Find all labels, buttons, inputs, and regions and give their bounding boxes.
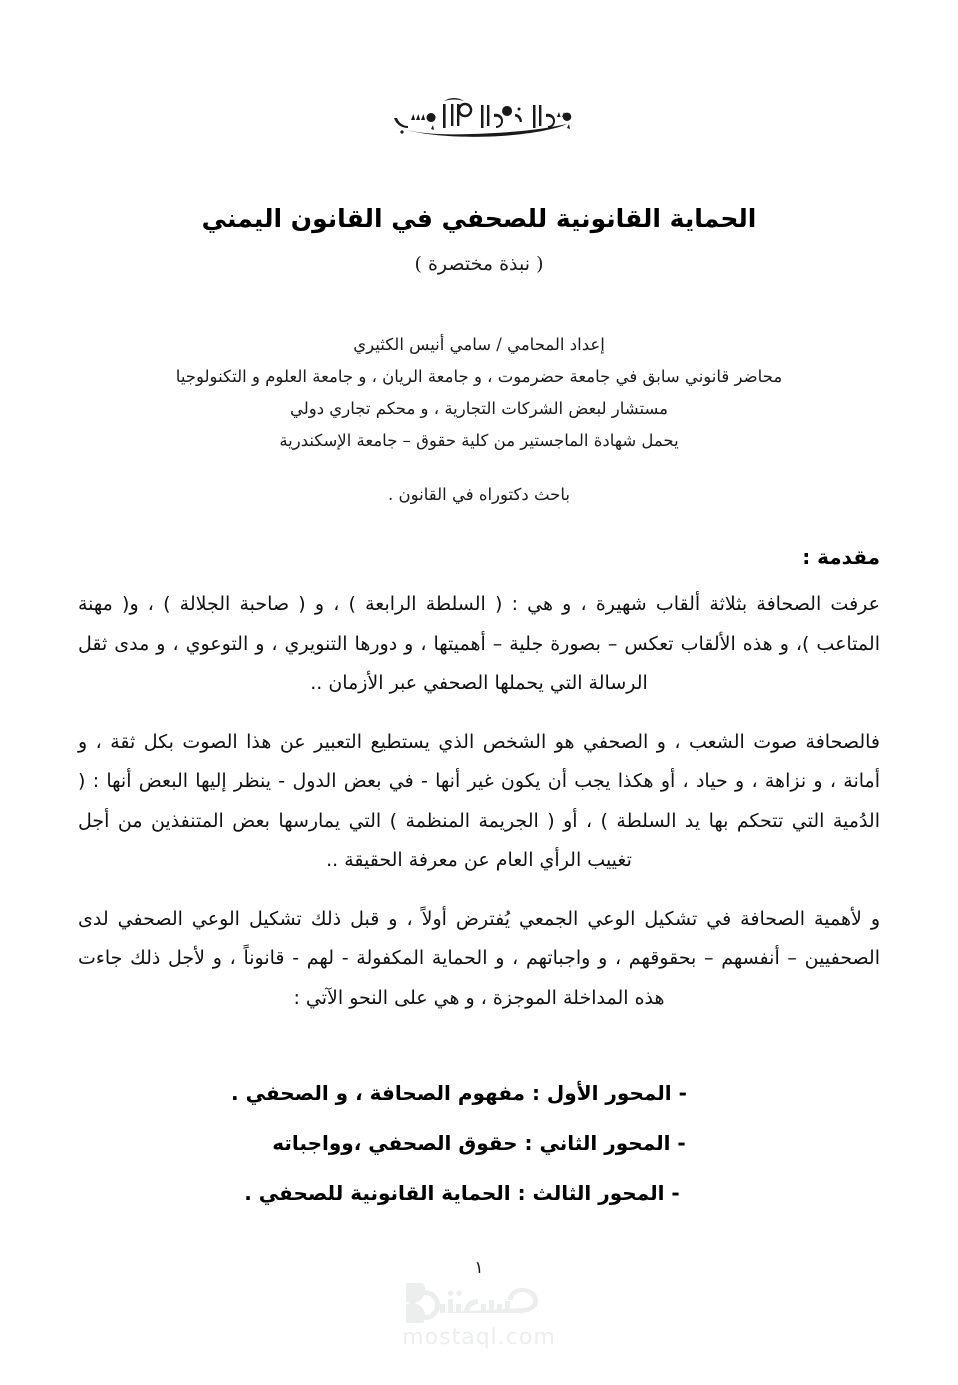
page-subtitle: ( نبذة مختصرة ) <box>414 252 544 275</box>
axis-list <box>78 1081 880 1205</box>
mostaql-watermark <box>402 1283 556 1349</box>
body-paragraph: و لأهمية الصحافة في تشكيل الوعي الجمعي يُفترض أولاً ، و قبل ذلك تشكيل الوعي الصحفي لدى الصحفيين – أنفسهم – بحقوقهم ، و واجباتهم ، و الحماية المكفولة - لهم - قانوناً ، و لأجل ذلك جاءت هذه المداخلة الموجزة ، و هي على النحو الآتي : <box>78 907 880 1009</box>
basmala-header <box>78 0 880 158</box>
author-line: محاضر قانوني سابق في جامعة حضرموت ، و جامعة الريان ، و جامعة العلوم و التكنولوجيا <box>175 366 783 386</box>
basmala-calligraphy-icon <box>381 96 577 142</box>
body-paragraph: فالصحافة صوت الشعب ، و الصحفي هو الشخص الذي يستطيع التعبير عن هذا الصوت بكل ثقة ، و أمانة ، و نزاهة ، و حياد ، أو هكذا يجب أن يكون غير أنها - في بعض الدول - ينظر إليها البعض أنها : ( الدُمية التي تتحكم بها يد السلطة ) ، أو ( الجريمة المنظمة ) التي يمارسها بعض المتنفذين من أجل تغييب الرأي العام عن معرفة الحقيقة .. <box>78 730 880 872</box>
introduction-heading: مقدمة : <box>802 545 880 570</box>
mostaql-logo-icon <box>406 1283 556 1323</box>
watermark-arabic-text <box>478 1323 479 1324</box>
list-item: - المحور الثالث : الحماية القانونية للصحفي . <box>244 1180 680 1205</box>
author-line: مستشار لبعض الشركات التجارية ، و محكم تجاري دولي <box>289 398 669 418</box>
page-footer <box>0 1260 958 1349</box>
page-title: الحماية القانونية للصحفي في القانون اليمني <box>201 204 757 233</box>
body-paragraph: عرفت الصحافة بثلاثة ألقاب شهيرة ، و هي : ( السلطة الرابعة ) ، و ( صاحبة الجلالة ) ، و( مهنة المتاعب )، و هذه الألقاب تعكس – بصورة جلية – أهميتها ، و دورها التنويري ، و التوعوي ، و مدى ثقل الرسالة التي يحملها الصحفي عبر الأزمان .. <box>78 593 880 695</box>
page-number: ١ <box>474 1258 484 1278</box>
author-credentials <box>78 329 880 512</box>
list-item: - المحور الثاني : حقوق الصحفي ،وواجباته <box>272 1130 686 1155</box>
author-line: باحث دكتوراه في القانون . <box>387 485 570 505</box>
author-line: إعداد المحامي / سامي أنيس الكثيري <box>353 334 605 354</box>
list-item: - المحور الأول : مفهوم الصحافة ، و الصحفي . <box>231 1080 687 1105</box>
author-line: يحمل شهادة الماجستير من كلية حقوق – جامعة الإسكندرية <box>279 431 679 451</box>
watermark-domain-text: mostaql.com <box>402 1325 556 1350</box>
